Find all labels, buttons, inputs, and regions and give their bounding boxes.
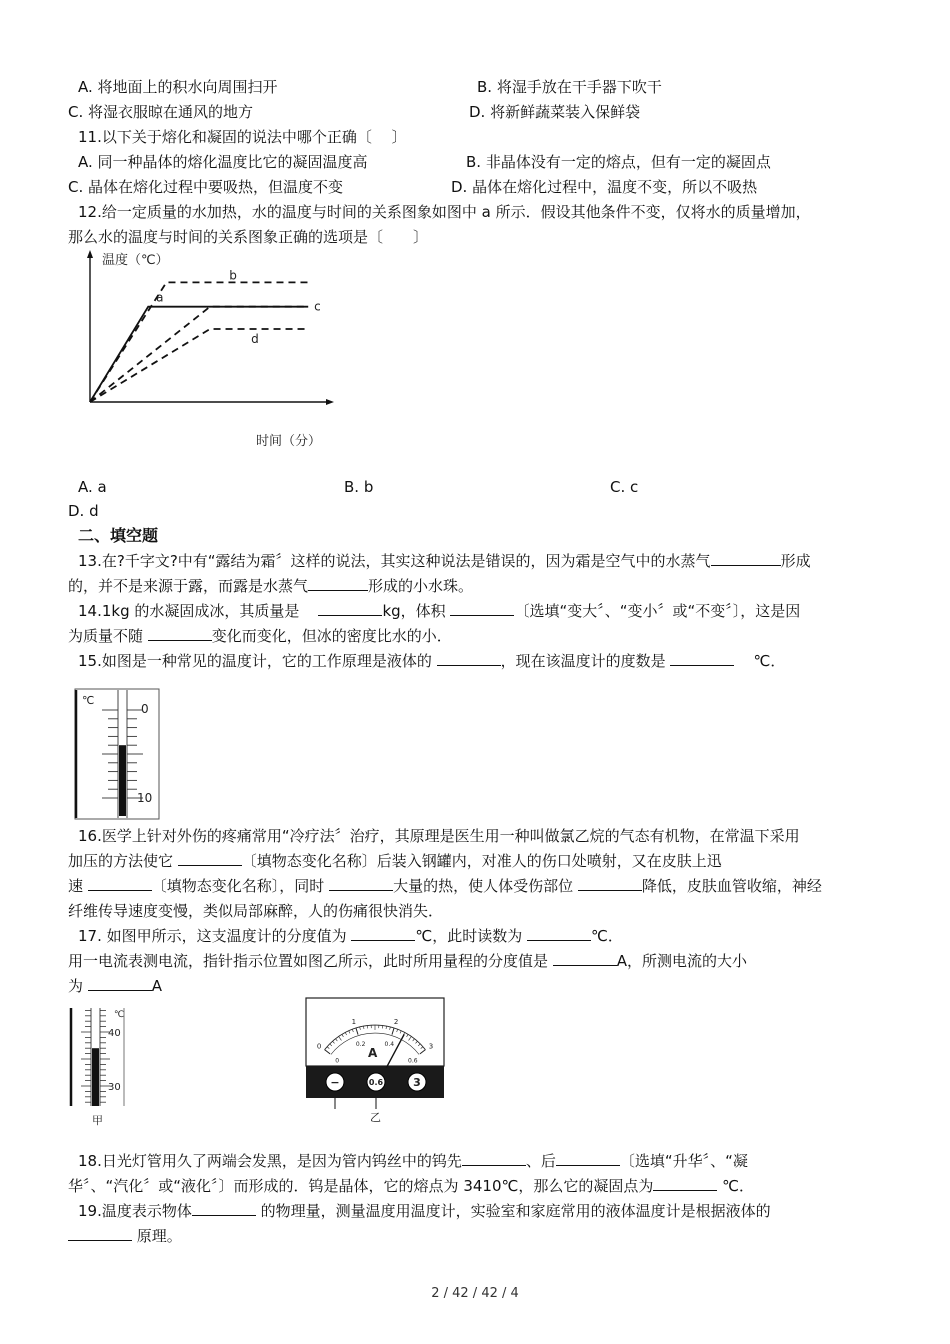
series-a-line: [90, 307, 308, 402]
thermometer-label-0: 0: [141, 702, 149, 716]
q18-blank-3: [653, 1176, 717, 1191]
q10-option-c: C. 将湿衣服晾在通风的地方: [68, 103, 254, 121]
q11-option-b: B. 非晶体没有一定的熔点，但有一定的凝固点: [466, 153, 771, 171]
thermometer-liquid-column: [119, 745, 126, 816]
q11-stem: 11.以下关于熔化和凝固的说法中哪个正确〔 〕: [78, 128, 407, 146]
x-axis-arrow: [326, 399, 334, 405]
q10-option-b: B. 将湿手放在干手器下吹干: [477, 78, 662, 96]
q12-option-d: D. d: [68, 502, 99, 520]
ammeter-lower-label: 0: [335, 1057, 340, 1065]
q14-blank-2: [450, 601, 514, 616]
q18-line1: 18.日光灯管用久了两端会发黑，是因为管内钨丝中的钨先 、后 〔选填“升华〞、“凝: [78, 1152, 748, 1170]
thermometer-jia-caption: 甲: [92, 1114, 103, 1127]
q13-line1: 13.在?千字文?中有“露结为霜〞这样的说法，其实这种说法是错误的，因为霜是空气中的水蒸气 形成: [78, 552, 811, 570]
ammeter-letter: A: [368, 1046, 378, 1060]
ammeter-caption: 乙: [370, 1111, 381, 1124]
ammeter-lower-label: 0.6: [408, 1057, 418, 1065]
ammeter-upper-label: 1: [351, 1018, 357, 1027]
q14-blank-3: [148, 626, 212, 641]
q14-blank-1: [318, 601, 382, 616]
ammeter-figure: [304, 997, 446, 1127]
ammeter-upper-label: 0: [316, 1042, 322, 1051]
q15-blank-1: [437, 651, 501, 666]
q11-option-a: A. 同一种晶体的熔化温度比它的凝固温度高: [78, 153, 368, 171]
q12-stem-line2: 那么水的温度与时间的关系图象正确的选项是〔 〕: [68, 228, 429, 246]
q17-line2: 用一电流表测电流，指针指示位置如图乙所示，此时所用量程的分度值是 A，所测电流的大小: [68, 952, 748, 970]
x-axis-label: 时间（分）: [256, 434, 322, 449]
q13-blank-1: [711, 551, 781, 566]
thermometer-jia-label-30: 30: [108, 1082, 121, 1093]
thermometer-jia-liquid: [92, 1048, 99, 1106]
series-c-label: c: [314, 299, 321, 314]
series-b-line: [90, 282, 308, 402]
series-c-line: [90, 307, 308, 402]
q16-line1: 16.医学上针对外伤的疼痛常用“冷疗法〞治疗，其原理是医生用一种叫做氯乙烷的气态有机物，在常温下采用: [78, 827, 800, 845]
q12-stem-line1: 12.给一定质量的水加热，水的温度与时间的关系图象如图中 a 所示．假设其他条件不变，仅将水的质量增加，: [78, 203, 811, 221]
ammeter-terminal-minus: [326, 1073, 344, 1091]
ammeter-terminal-0.6-label: 0.6: [368, 1078, 384, 1087]
q12-option-c: C. c: [610, 478, 639, 496]
q17-blank-3: [553, 951, 617, 966]
q13-line2: 的，并不是来源于露，而露是水蒸气 形成的小水珠。: [68, 577, 474, 595]
thermometer-label-10: 10: [137, 791, 153, 805]
q18-blank-2: [556, 1151, 620, 1166]
thermometer-figure: [74, 688, 160, 820]
section-title-fill-blank: 二、填空题: [78, 526, 159, 545]
q19-blank-1: [192, 1201, 256, 1216]
q10-option-a: A. 将地面上的积水向周围扫开: [78, 78, 278, 96]
q14-line1: 14.1kg 的水凝固成冰，其质量是 kg，体积 〔选填“变大〞、“变小〞或“不变〞〕，这是因: [78, 602, 801, 620]
q16-blank-1: [178, 851, 242, 866]
q18-line2: 华〞、“汽化〞或“液化〞〕而形成的．钨是晶体，它的熔点为 3410℃，那么它的凝固点为 ℃．: [68, 1177, 754, 1195]
q16-blank-4: [578, 876, 642, 891]
q12-option-a: A. a: [78, 478, 107, 496]
ammeter-terminal-3: [408, 1073, 426, 1091]
temperature-time-chart: [60, 240, 360, 460]
q16-line4: 纤维传导速度变慢，类似局部麻醉，人的伤痛很快消失．: [68, 902, 444, 920]
q17-line1: 17. 如图甲所示，这支温度计的分度值为 ℃，此时读数为 ℃．: [78, 927, 623, 945]
q15-line: 15.如图是一种常见的温度计，它的工作原理是液体的 ，现在该温度计的度数是 ℃．: [78, 652, 786, 670]
q11-option-d: D. 晶体在熔化过程中，温度不变，所以不吸热: [451, 178, 758, 196]
y-axis-arrow: [87, 250, 93, 258]
q19-blank-2: [68, 1226, 132, 1241]
ammeter-upper-label: 2: [393, 1018, 399, 1027]
q13-blank-2: [308, 576, 368, 591]
q10-option-d: D. 将新鲜蔬菜装入保鲜袋: [469, 103, 641, 121]
ammeter-lower-label: 0.4: [384, 1041, 395, 1049]
series-d-line: [90, 329, 308, 402]
thermometer-unit: ℃: [82, 694, 95, 707]
ammeter-lower-label: 0.2: [355, 1041, 366, 1049]
thermometer-jia-figure: [66, 1006, 136, 1128]
q16-blank-2: [88, 876, 152, 891]
thermometer-jia-label-40: 40: [108, 1028, 121, 1039]
q17-blank-2: [527, 926, 591, 941]
ammeter-terminal-minus-label: −: [330, 1076, 340, 1089]
q15-blank-2: [670, 651, 734, 666]
q19-line2: 原理。: [68, 1226, 182, 1246]
q18-blank-1: [462, 1151, 526, 1166]
q14-line2: 为质量不随 变化而变化，但冰的密度比水的小．: [68, 627, 452, 645]
q11-option-c: C. 晶体在熔化过程中要吸热，但温度不变: [68, 178, 344, 196]
ammeter-terminal-3-label: 3: [413, 1076, 421, 1089]
q16-line2: 加压的方法使它 〔填物态变化名称〕后装入钢罐内，对准人的伤口处喷射，又在皮肤上迅: [68, 852, 722, 870]
page-footer: 2 / 42 / 42 / 4: [431, 1286, 519, 1301]
q16-line3: 速 〔填物态变化名称〕，同时 大量的热，使人体受伤部位 降低，皮肤血管收缩，神经: [68, 877, 822, 895]
q16-blank-3: [329, 876, 393, 891]
q17-line3: 为 A: [68, 977, 163, 995]
q17-blank-1: [351, 926, 415, 941]
q12-option-b: B. b: [344, 478, 374, 496]
y-axis-label: 温度（℃）: [102, 253, 169, 268]
ammeter-upper-label: 3: [428, 1042, 434, 1051]
series-a-label: a: [156, 290, 164, 305]
ammeter-terminal-0.6: [367, 1073, 385, 1091]
series-d-label: d: [251, 332, 259, 347]
series-b-label: b: [229, 268, 237, 283]
thermometer-jia-unit: ℃: [114, 1010, 125, 1020]
q17-blank-4: [88, 976, 152, 991]
q19-line1: 19.温度表示物体 的物理量，测量温度用温度计，实验室和家庭常用的液体温度计是根据液体的: [78, 1202, 771, 1220]
